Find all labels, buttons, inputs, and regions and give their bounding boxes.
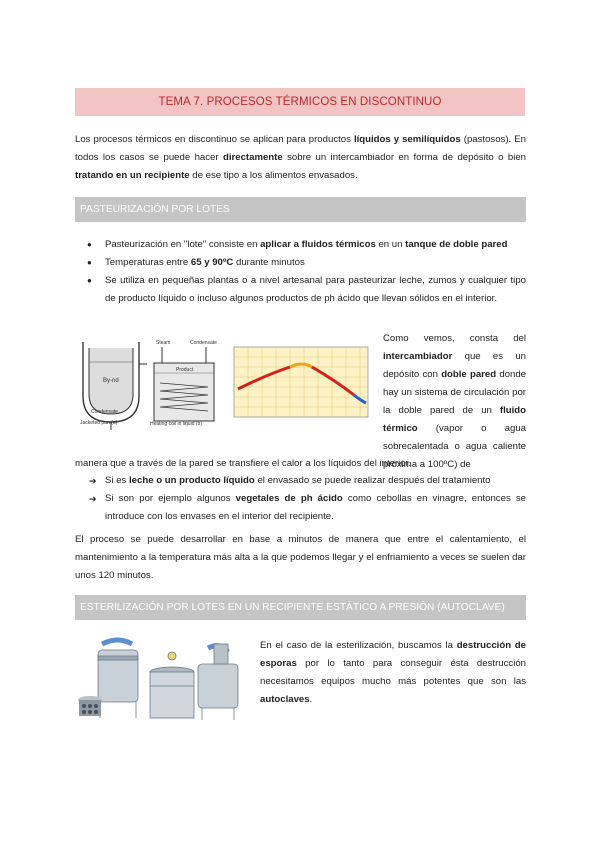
autoclave-center <box>150 652 194 718</box>
list-item: ● Pasteurización en "lote" consiste en aplicar a fluidos térmicos en un tanque de doble pared <box>75 236 526 254</box>
list-item: ● Temperaturas entre 65 y 90ºC durante minutos <box>75 254 526 272</box>
list-item: ➔ Si son por ejemplo algunos vegetales de ph ácido como cebollas en vinagre, entonces se introduce con los envases en el interior del recipiente. <box>75 490 526 526</box>
intro-bold-3: tratando en un recipiente <box>75 170 190 181</box>
section-heading-text: PASTEURIZACIÓN POR LOTES <box>80 204 230 215</box>
heating-coil-diagram <box>148 335 220 425</box>
vessel-condensate-label: Condensate <box>91 409 118 415</box>
intro-bold-2: directamente <box>222 152 283 163</box>
section-heading-sterilization <box>75 595 526 620</box>
coil-product-label: Product <box>176 367 194 373</box>
process-duration-paragraph: El proceso se puede desarrollar en base a minutos de manera que entre el calentamiento, el mantenimiento a la temperatura más alta a la que podemos llegar y el enfriamiento a veces se suelen dar unos 120 minutos. <box>75 534 526 581</box>
autoclave-basket-left <box>78 696 102 716</box>
list-item: ➔ Si es leche o un producto líquido el envasado se puede realizar después del tratamiento <box>75 472 526 490</box>
page-title <box>75 88 525 116</box>
section-heading-pasteurization <box>75 197 526 222</box>
coil-condensate-label: Condensate <box>190 340 217 346</box>
section-heading-text: ESTERILIZACIÓN POR LOTES EN UN RECIPIENTE ESTÁTICO A PRESIÓN (AUTOCLAVE) <box>80 602 505 613</box>
coil-caption: Heating coil in liquid (b) <box>150 421 202 427</box>
intro-bold-1: líquidos y semilíquidos <box>353 134 461 145</box>
exchanger-description-continued: manera que a través de la pared se transfiere el calor a los líquidos del interior. <box>75 458 411 469</box>
pasteurization-bullet-list <box>75 236 526 308</box>
intro-paragraph <box>75 131 526 185</box>
intro-text-2: (pastosos). En todos los casos se puede hacer <box>75 134 526 163</box>
autoclave-right <box>198 644 238 720</box>
autoclave-left <box>98 640 138 718</box>
sterilization-paragraph: En el caso de la esterilización, buscamos la destrucción de esporas por lo tanto para conseguir ésta destrucción necesitamos equipos mucho más potentes que son las autoclaves. <box>260 640 526 705</box>
list-item: ● Se utiliza en pequeñas plantas o a nivel artesanal para pasteurizar leche, zumos y cualquier tipo de producto líquido o incluso algunos productos de ph ácido que llevan sólidos en el interior. <box>75 272 526 308</box>
intro-text-1: Los procesos térmicos en discontinuo se aplican para productos <box>75 134 354 145</box>
coil-steam-label: Steam <box>156 340 171 346</box>
temperature-profile-plot <box>226 345 372 427</box>
vessel-caption: Jacketed pan (a) <box>80 420 118 426</box>
intro-text-4: de ese tipo a los alimentos envasados. <box>189 170 358 181</box>
exchanger-description: Como vemos, consta del intercambiador que es un depósito con doble pared donde hay un sistema de circulación por la doble pared de un fluido térmico (vapor o agua sobrecalentada o agua caliente próxima a 100ºC) de <box>383 333 527 470</box>
intro-text-3: sobre un intercambiador en forma de depósito o bien <box>282 152 526 163</box>
vessel-inner-label: By-nd <box>103 378 119 384</box>
page-title-text: TEMA 7. PROCESOS TÉRMICOS EN DISCONTINUO <box>158 96 442 108</box>
jacketed-pan-diagram <box>75 334 147 434</box>
autoclave-illustration <box>76 634 248 726</box>
packaging-arrow-list <box>75 472 526 526</box>
